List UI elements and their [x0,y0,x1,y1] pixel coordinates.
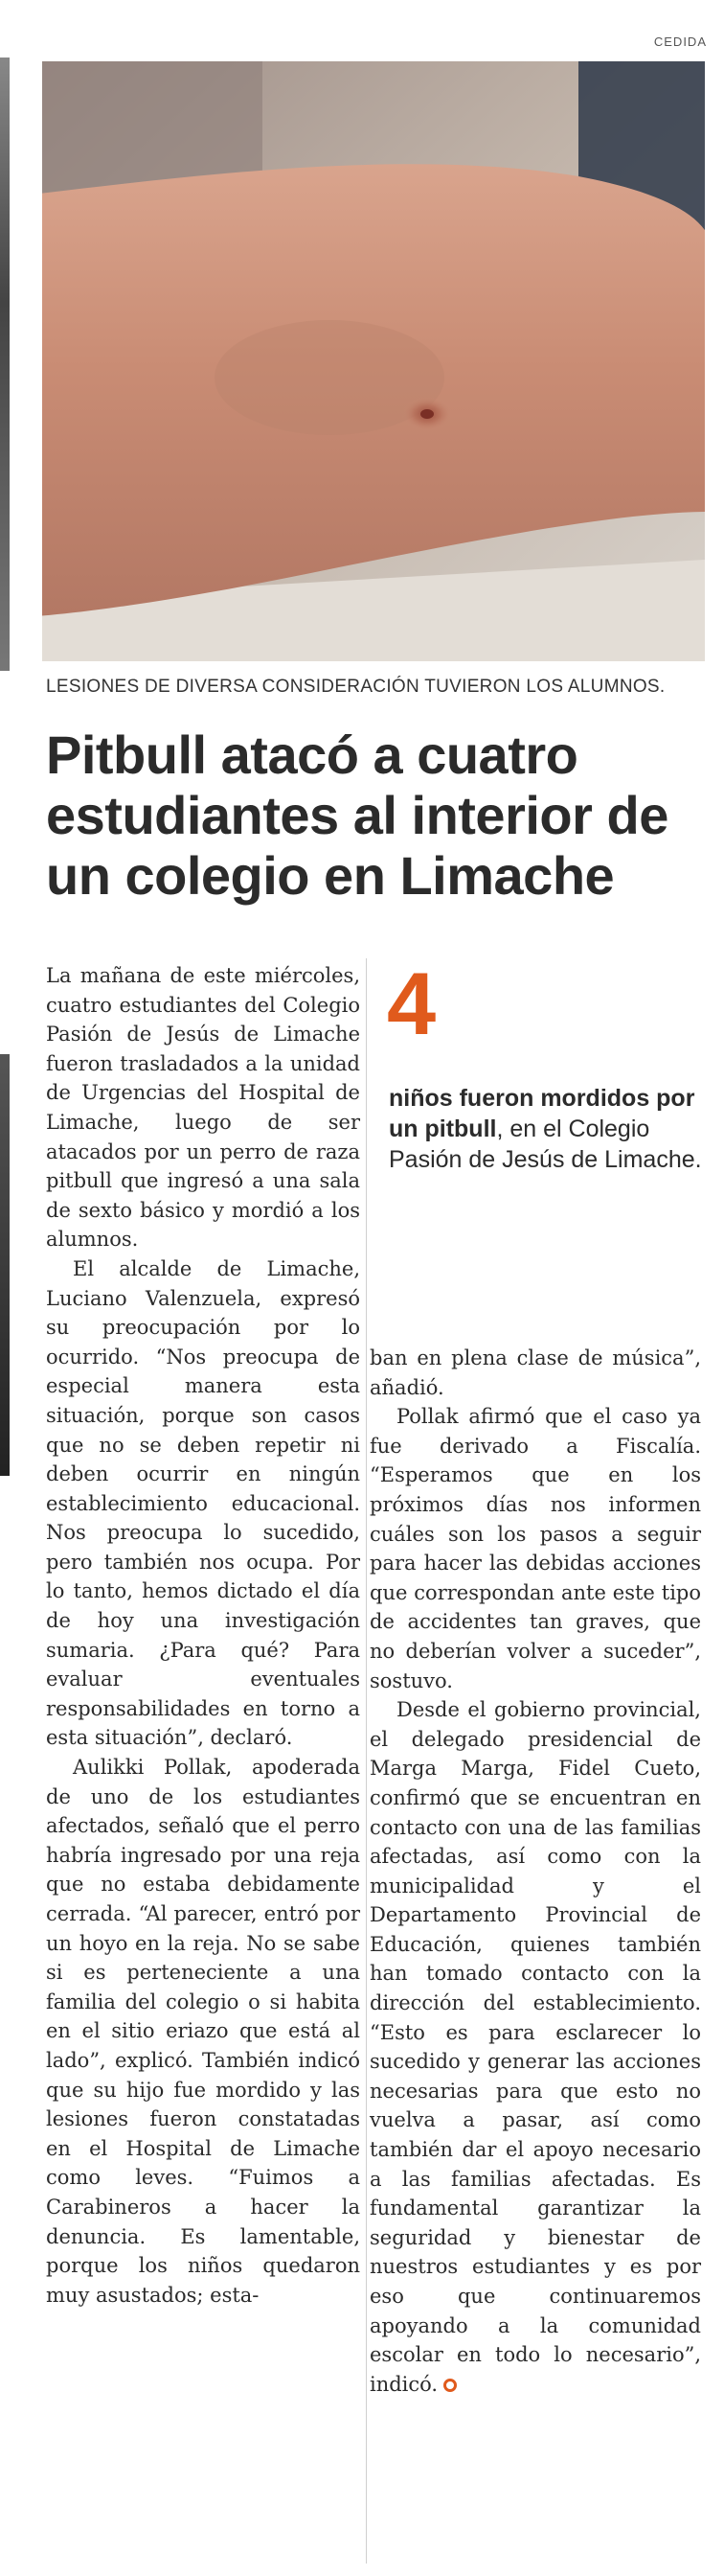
body-column-left [46,961,360,2310]
column-divider [366,958,367,2564]
highlight-callout [389,1083,705,1175]
injured-arm-photo [42,61,705,661]
body-column-right [370,1344,701,2399]
photo-credit: CEDIDA [653,34,707,49]
highlight-rest-text: , en el Colegio Pasión de Jesús de Limache. [389,1116,702,1173]
adjacent-image-edge [0,1054,10,1476]
highlight-number: 4 [387,955,437,1053]
end-of-article-icon [443,2379,457,2392]
body-paragraph-text: Desde el gobierno provincial, el delegado presidencial de Marga Marga, Fidel Cueto, confirmó que se encuentran en contacto con una de las familias afectadas, así como con la municipalidad y el Departamento Provincial de Educación, quienes también han tomado contacto con la dirección del establecimiento. “Esto es para esclarecer lo sucedido y generar las acciones necesarias para que esto no vuelva a pasar, así como también dar el apoyo necesario a las familias afectadas. Es fundamental garantizar la seguridad y bienestar de nuestros estudiantes y es por eso que continuaremos apoyando a la comunidad escolar en todo lo necesario”, indicó. [370,1698,701,2396]
body-paragraph [370,1695,701,2399]
article-headline: Pitbull atacó a cuatro estudiantes al interior de un colegio en Limache [46,724,668,906]
adjacent-image-edge [0,58,10,671]
body-paragraph: El alcalde de Limache, Luciano Valenzuela, expresó su preocupación por lo ocurrido. “Nos preocupa de especial manera esta situación, porque son casos que no se deben repetir ni deben ocurrir en ningún establecimiento educacional. Nos preocupa lo sucedido, pero también nos ocupa. Por lo tanto, hemos dictado el día de hoy una investigación sumaria. ¿Para qué? Para evaluar eventuales responsabilidades en torno a esta situación”, declaró. [46,1256,360,1750]
adjacent-page-strip [0,58,25,2549]
article-photo [42,61,705,661]
body-paragraph: ban en plena clase de música”, añadió. [370,1346,701,1399]
body-paragraph: Aulikki Pollak, apoderada de uno de los estudiantes afectados, señaló que el perro habría ingresado por una reja que no estaba debidamente cerrada. “Al parecer, entró por un hoyo en la reja. No se sabe si es perteneciente a una familia del colegio o si habita en el sitio eriazo que está al lado”, explicó. También indicó que su hijo fue mordido y las lesiones fueron constatadas en el Hospital de Limache como leves. “Fuimos a Carabineros a hacer la denuncia. Es lamentable, porque los niños quedaron muy asustados; esta- [46,1756,360,2307]
body-paragraph: La mañana de este miércoles, cuatro estudiantes del Colegio Pasión de Jesús de Limache fueron trasladados a la unidad de Urgencias del Hospital de Limache, luego de ser atacados por un perro de raza pitbull que ingresó a una sala de sexto básico y mordió a los alumnos. [46,964,360,1252]
highlight-bold-text: niños fueron mordidos por un pitbull [389,1085,695,1142]
body-paragraph: Pollak afirmó que el caso ya fue derivado a Fiscalía. “Esperamos que en los próximos días nos informen cuáles son los pasos a seguir para hacer las debidas acciones que correspondan ante este tipo de accidentes tan graves, que no deberían volver a suceder”, sostuvo. [370,1405,701,1692]
photo-caption: LESIONES DE DIVERSA CONSIDERACIÓN TUVIERON LOS ALUMNOS. [46,677,666,697]
